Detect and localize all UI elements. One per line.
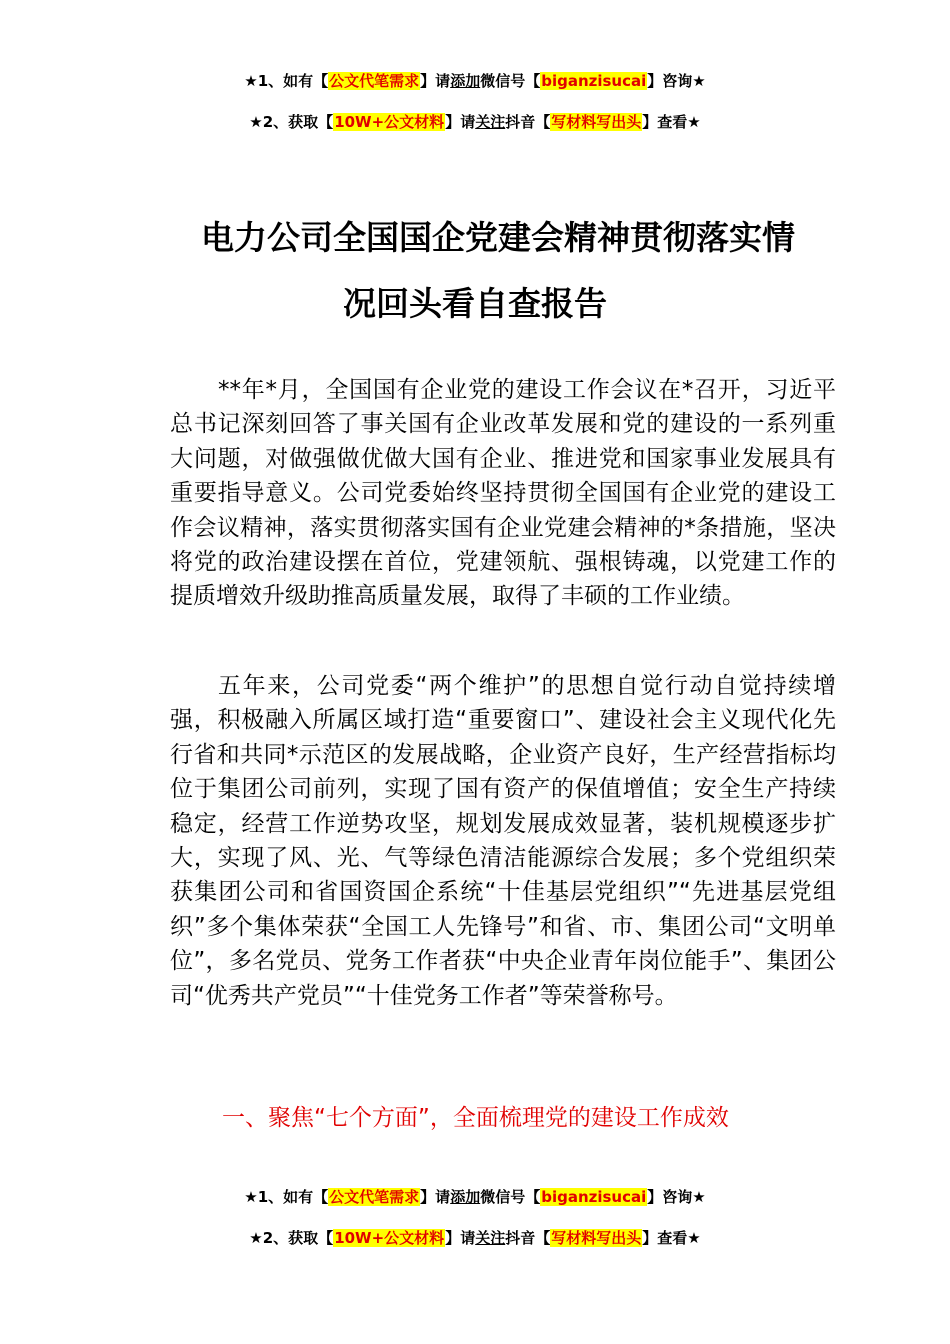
banner-bottom-line2: [0, 1228, 950, 1248]
banner-prefix: ★1、如有【: [244, 72, 329, 90]
document-title-line1: 电力公司全国国企党建会精神贯彻落实情: [201, 218, 795, 257]
banner-text: 】请: [445, 1229, 476, 1247]
banner-text: 】请: [420, 1188, 451, 1206]
banner-underline-follow: 关注: [475, 1229, 506, 1247]
banner-highlight-service: 公文代笔需求: [329, 72, 420, 90]
banner-underline-add: 添加: [450, 1188, 481, 1206]
banner-text: 微信号【: [480, 1188, 541, 1206]
banner-highlight-materials: 10W+公文材料: [334, 1229, 445, 1247]
banner-text: 】请: [445, 113, 476, 131]
document-title-line2: 况回头看自查报告: [343, 284, 607, 323]
body-paragraph-1: **年*月，全国国有企业党的建设工作会议在*召开，习近平总书记深刻回答了事关国有企业改革发展和党的建设的一系列重大问题，对做强做优做大国有企业、推进党和国家事业发展具有重要指导意义。公司党委始终坚持贯彻全国国有企业党的建设工作会议精神，落实贯彻落实国有企业党建会精神的*条措施，坚决将党的政治建设摆在首位，党建领航、强根铸魂，以党建工作的提质增效升级助推高质量发展，取得了丰硕的工作业绩。: [170, 377, 836, 610]
banner-text: 】请: [420, 72, 451, 90]
banner-highlight-wechat-id: biganzisucai: [541, 1188, 647, 1206]
banner-highlight-douyin-id: 写材料写出头: [551, 113, 642, 131]
banner-prefix: ★2、获取【: [249, 113, 334, 131]
banner-text: 抖音【: [505, 1229, 551, 1247]
banner-suffix: 】查看★: [642, 113, 701, 131]
banner-text: 微信号【: [480, 72, 541, 90]
section-heading: 一、聚焦“七个方面”，全面梳理党的建设工作成效: [222, 1105, 729, 1131]
banner-suffix: 】咨询★: [647, 1188, 706, 1206]
banner-suffix: 】查看★: [642, 1229, 701, 1247]
banner-highlight-service: 公文代笔需求: [329, 1188, 420, 1206]
banner-underline-add: 添加: [450, 72, 481, 90]
banner-prefix: ★2、获取【: [249, 1229, 334, 1247]
banner-suffix: 】咨询★: [647, 72, 706, 90]
body-paragraph-2: 五年来，公司党委“两个维护”的思想自觉行动自觉持续增强，积极融入所属区域打造“重要窗口”、建设社会主义现代化先行省和共同*示范区的发展战略，企业资产良好，生产经营指标均位于集团公司前列，实现了国有资产的保值增值；安全生产持续稳定，经营工作逆势攻坚，规划发展成效显著，装机规模逐步扩大，实现了风、光、气等绿色清洁能源综合发展；多个党组织荣获集团公司和省国资国企系统“十佳基层党组织”“先进基层党组织”多个集体荣获“全国工人先锋号”和省、市、集团公司“文明单位”，多名党员、党务工作者获“中央企业青年岗位能手”、集团公司“优秀共产党员”“十佳党务工作者”等荣誉称号。: [170, 673, 836, 1009]
banner-underline-follow: 关注: [475, 113, 506, 131]
banner-top-line2: [0, 112, 950, 132]
banner-text: 抖音【: [505, 113, 551, 131]
banner-bottom-line1: [0, 1187, 950, 1207]
banner-highlight-douyin-id: 写材料写出头: [551, 1229, 642, 1247]
banner-top-line1: [0, 71, 950, 91]
banner-prefix: ★1、如有【: [244, 1188, 329, 1206]
banner-highlight-wechat-id: biganzisucai: [541, 72, 647, 90]
banner-highlight-materials: 10W+公文材料: [334, 113, 445, 131]
